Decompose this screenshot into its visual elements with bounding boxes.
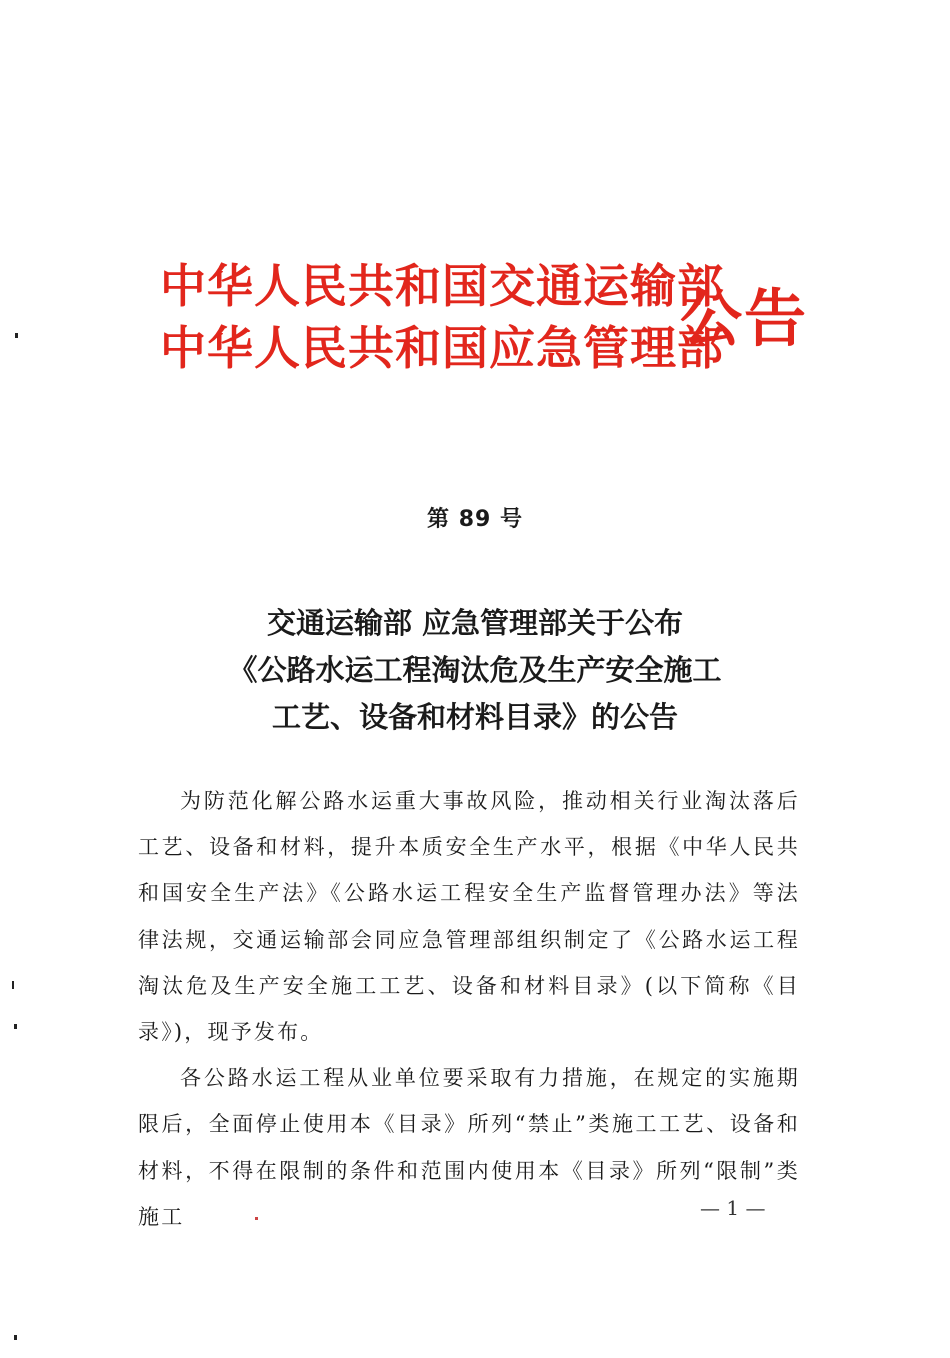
document-body: [138, 778, 800, 1240]
title-line-1: 交通运输部 应急管理部关于公布: [266, 606, 684, 640]
document-number: 第 89 号: [427, 507, 523, 532]
body-paragraph-2: 各公路水运工程从业单位要采取有力措施，在规定的实施期限后，全面停止使用本《目录》所列“禁止”类施工工艺、设备和材料，不得在限制的条件和范围内使用本《目录》所列“限制”类施工: [138, 1066, 800, 1229]
scan-speck: [14, 1335, 17, 1340]
scan-speck: [14, 1024, 17, 1029]
scan-speck: [15, 333, 18, 338]
scan-speck: [255, 1217, 258, 1220]
title-line-2: 《公路水运工程淘汰危及生产安全施工: [228, 653, 722, 687]
document-title: [0, 600, 950, 741]
title-line-3: 工艺、设备和材料目录》的公告: [271, 700, 678, 734]
page-number: — 1 —: [700, 1196, 766, 1220]
scan-speck: [12, 981, 14, 989]
header-doc-type: 公告: [680, 282, 809, 355]
body-paragraph-1: 为防范化解公路水运重大事故风险，推动相关行业淘汰落后工艺、设备和材料，提升本质安全生产水平，根据《中华人民共和国安全生产法》《公路水运工程安全生产监督管理办法》等法律法规，交通运输部会同应急管理部组织制定了《公路水运工程淘汰危及生产安全施工工艺、设备和材料目录》(以下简称《目录》)，现予发布。: [138, 789, 800, 1045]
header-dept-transport: 中华人民共和国交通运输部: [160, 259, 724, 313]
header-dept-emergency: 中华人民共和国应急管理部: [160, 321, 724, 375]
issuing-authority-header: [160, 258, 809, 388]
